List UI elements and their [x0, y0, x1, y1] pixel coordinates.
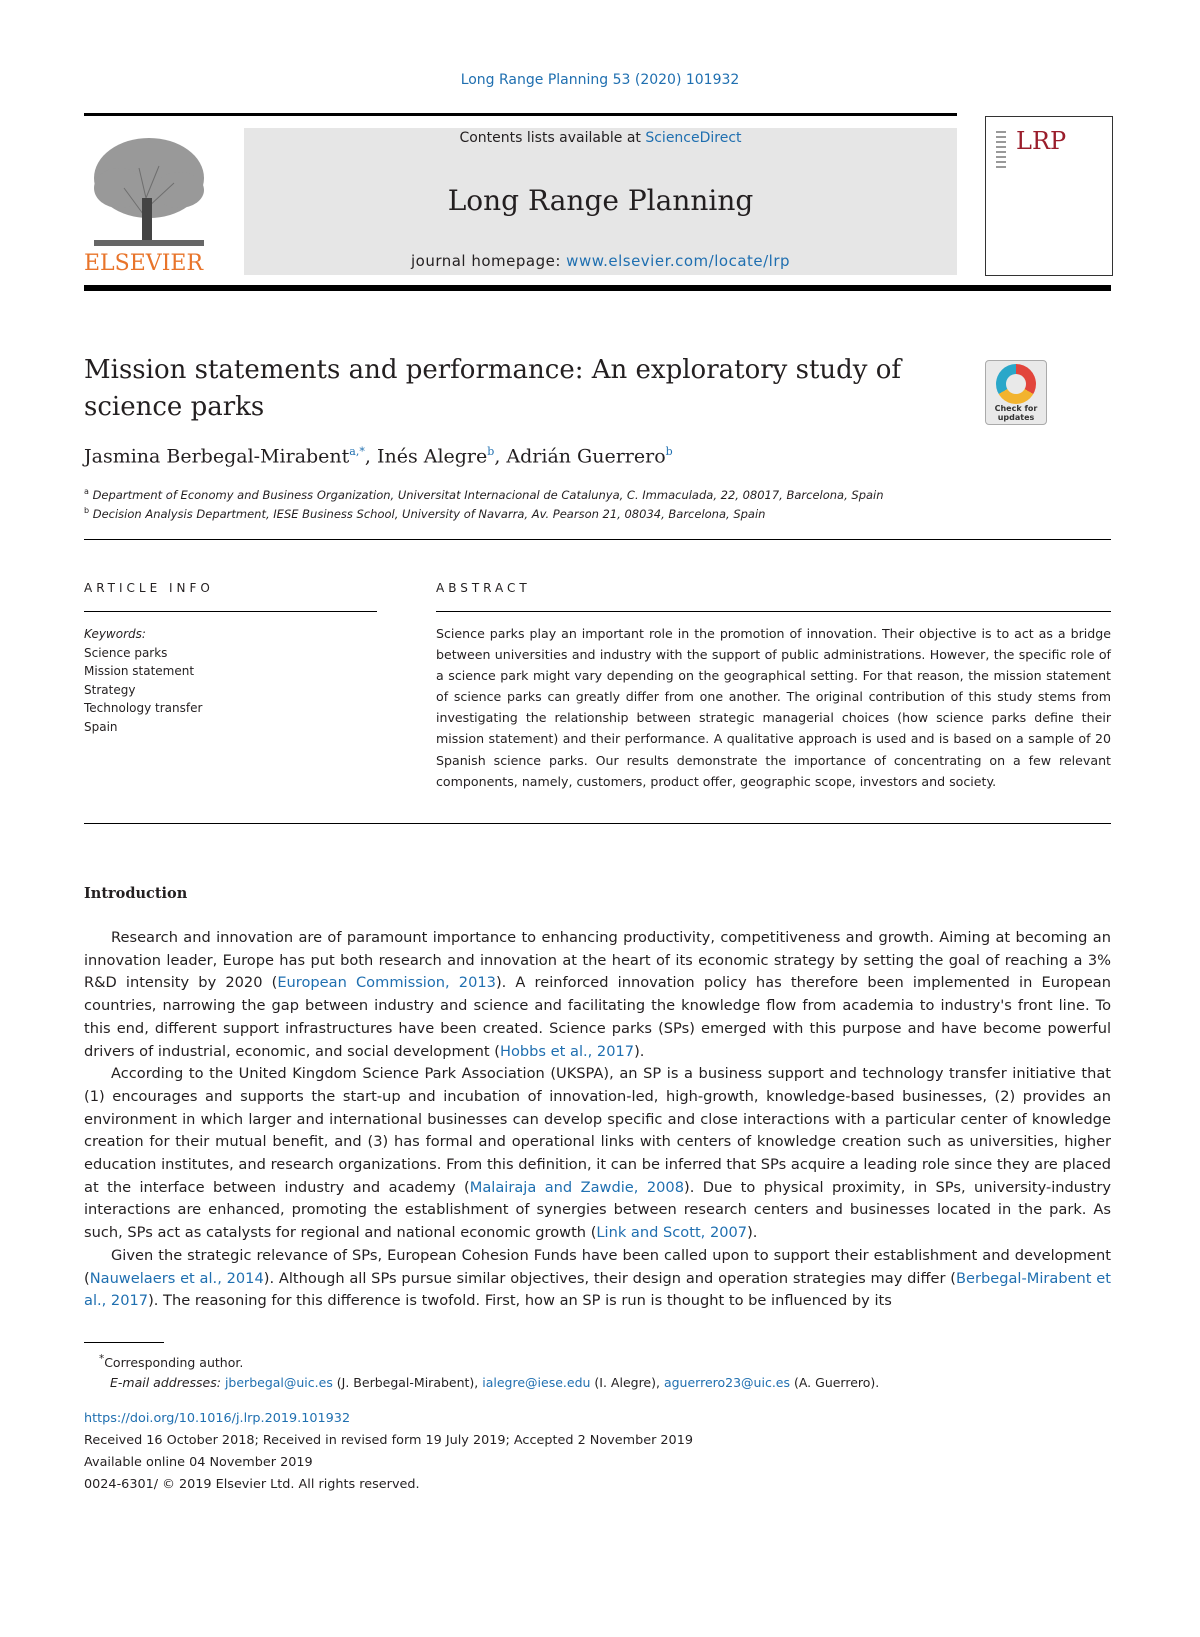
homepage-prefix: journal homepage: — [410, 252, 567, 270]
affiliation — [84, 506, 765, 521]
email-link[interactable]: jberbegal@uic.es — [224, 1375, 333, 1390]
citation-link[interactable]: Malairaja and Zawdie, 2008 — [469, 1178, 684, 1196]
paragraph-text: ). Although all SPs pursue similar objectives, their design and operation strategies may differ ( — [263, 1269, 956, 1287]
email-owner: (J. Berbegal-Mirabent), — [332, 1375, 483, 1390]
crossmark-badge[interactable] — [985, 360, 1047, 425]
abstract-heading: ABSTRACT — [436, 581, 531, 595]
doi-link[interactable]: https://doi.org/10.1016/j.lrp.2019.101932 — [84, 1411, 351, 1426]
elsevier-logo — [84, 128, 214, 275]
paragraph — [84, 927, 1111, 1063]
author-marks[interactable]: a,* — [349, 445, 365, 458]
affiliation-text: Department of Economy and Business Organization, Universitat Internacional de Catalunya, C. Immaculada, 22, 08017, Barcelona, Spain — [92, 487, 884, 502]
author-list: Jasmina Berbegal-Mirabent$^{a,*}$, Inés Alegre$^b$, Adrián Guerrero$^b$ — [84, 445, 673, 468]
author-marks[interactable]: b — [665, 445, 673, 458]
journal-homepage — [244, 252, 957, 270]
sciencedirect-link[interactable]: ScienceDirect — [645, 130, 742, 146]
available-online: Available online 04 November 2019 — [84, 1455, 313, 1470]
journal-reference[interactable]: Long Range Planning 53 (2020) 101932 — [460, 72, 740, 88]
paragraph — [84, 1245, 1111, 1313]
abstract-rule — [436, 611, 1111, 612]
paragraph-text: ). — [634, 1042, 645, 1060]
paragraph-text: ). The reasoning for this difference is twofold. First, how an SP is run is thought to be influenced by its — [148, 1292, 892, 1310]
paragraph-text: Research and innovation are of paramount importance to enhancing productivity, competitiveness and growth. Aiming at becoming an innovation leader, Europe has put both research and innovation at the heart of its economic strategy by setting the goal of reaching a 3% R&D intensity by 2020 ( — [84, 929, 1111, 992]
citation-link[interactable]: Nauwelaers et al., 2014 — [89, 1269, 264, 1287]
cover-title: LRP — [1016, 127, 1067, 155]
keyword: Spain — [84, 719, 118, 734]
affiliation — [84, 487, 884, 502]
email-owner: (A. Guerrero). — [790, 1375, 880, 1390]
author-name[interactable]: Inés Alegre — [376, 445, 488, 468]
crossmark-icon — [996, 364, 1036, 404]
paragraph-text: ). — [747, 1224, 758, 1242]
footnote-rule — [84, 1342, 164, 1343]
citation-link[interactable]: European Commission, 2013 — [277, 974, 496, 992]
homepage-link[interactable]: www.elsevier.com/locate/lrp — [566, 252, 791, 270]
keywords-label: Keywords: — [84, 627, 146, 641]
abstract-text: Science parks play an important role in the promotion of innovation. Their objective is to act as a bridge between universities and industry with the support of public administrations. However, the specific role of a science park might vary depending on the geographical setting. For that reason, the mission statement of science parks can greatly differ from one another. The original contribution of this study stems from investigating the relationship between strategic managerial choices (how science parks define their mission statement) and their performance. A qualitative approach is used and is based on a sample of 20 Spanish science parks. Our results demonstrate the importance of concentrating on a few relevant components, namely, customers, product offer, geographic scope, investors and society. — [436, 626, 1111, 789]
email-owner: (I. Alegre), — [590, 1375, 664, 1390]
citation-link[interactable]: Berbegal-Mirabent et al., 2017 — [84, 1269, 1112, 1310]
journal-title: Long Range Planning — [447, 184, 754, 217]
keyword: Science parks — [84, 645, 168, 660]
copyright: 0024-6301/ © 2019 Elsevier Ltd. All rights reserved. — [84, 1477, 420, 1492]
email-link[interactable]: ialegre@iese.edu — [482, 1375, 591, 1390]
affiliation-mark: b — [84, 506, 90, 515]
author-name[interactable]: Adrián Guerrero — [506, 445, 666, 468]
corresponding-mark: * — [99, 1353, 105, 1365]
email-addresses — [110, 1375, 879, 1390]
article-info-heading: ARTICLE INFO — [84, 581, 214, 595]
contents-line — [244, 130, 957, 146]
author-marks[interactable]: b — [487, 445, 495, 458]
paragraph-text: Given the strategic relevance of SPs, European Cohesion Funds have been called upon to support their establishment and development ( — [84, 1246, 1111, 1287]
elsevier-wordmark: ELSEVIER — [84, 251, 204, 275]
header-top-rule — [84, 113, 957, 116]
article-info-rule — [84, 611, 377, 612]
article-title: Mission statements and performance: An exploratory study of science parks — [84, 355, 902, 422]
crossmark-label: Check for updates — [994, 404, 1038, 422]
author-name[interactable]: Jasmina Berbegal-Mirabent — [84, 445, 350, 468]
email-label: E-mail addresses: — [110, 1375, 221, 1390]
email-link[interactable]: aguerrero23@uic.es — [663, 1375, 790, 1390]
cover-decoration — [996, 131, 1006, 171]
corresponding-text: Corresponding author. — [104, 1355, 244, 1371]
affiliation-rule — [84, 539, 1111, 540]
introduction-heading: Introduction — [84, 885, 188, 902]
introduction-body — [84, 927, 1111, 1313]
header-bottom-rule — [84, 285, 1111, 291]
journal-cover-thumbnail[interactable] — [985, 116, 1113, 276]
paragraph — [84, 1063, 1111, 1245]
contents-prefix: Contents lists available at — [459, 130, 646, 146]
corresponding-author-note — [99, 1353, 243, 1370]
affiliation-mark: a — [84, 487, 89, 496]
keyword: Technology transfer — [84, 701, 203, 715]
affiliation-text: Decision Analysis Department, IESE Business School, University of Navarra, Av. Pearson 21, 08034, Barcelona, Spain — [92, 506, 766, 521]
keywords-block — [84, 625, 202, 736]
keyword: Strategy — [84, 682, 136, 697]
paragraph-text: ). A reinforced innovation policy has therefore been implemented in European countries, narrowing the gap between industry and science and facilitating the knowledge flow from academia to industry's front line. To this end, different support infrastructures have been created. Science parks (SPs) emerged with this purpose and have become powerful drivers of industrial, economic, and social development ( — [84, 974, 1111, 1060]
paragraph-text: According to the United Kingdom Science Park Association (UKSPA), an SP is a business support and technology transfer initiative that (1) encourages and supports the start-up and incubation of innovation-led, high-growth, knowledge-based businesses, (2) provides an environment in which larger and international businesses can develop specific and close interactions with a particular center of knowledge creation for their mutual benefit, and (3) has formal and operational links with centers of knowledge creation such as universities, higher education institutes, and research organizations. From this definition, it can be inferred that SPs acquire a leading role since they are placed at the interface between industry and academy ( — [84, 1065, 1111, 1196]
citation-link[interactable]: Link and Scott, 2007 — [596, 1224, 748, 1242]
citation-link[interactable]: Hobbs et al., 2017 — [499, 1042, 635, 1060]
received-dates: Received 16 October 2018; Received in revised form 19 July 2019; Accepted 2 November 2019 — [84, 1433, 693, 1448]
paragraph-text: ). Due to physical proximity, in SPs, university-industry interactions are enhanced, promoting the establishment of synergies between research centers and businesses located in the park. As such, SPs act as catalysts for regional and national economic growth ( — [84, 1178, 1111, 1242]
keyword: Mission statement — [84, 664, 195, 678]
abstract-bottom-rule — [84, 823, 1111, 824]
